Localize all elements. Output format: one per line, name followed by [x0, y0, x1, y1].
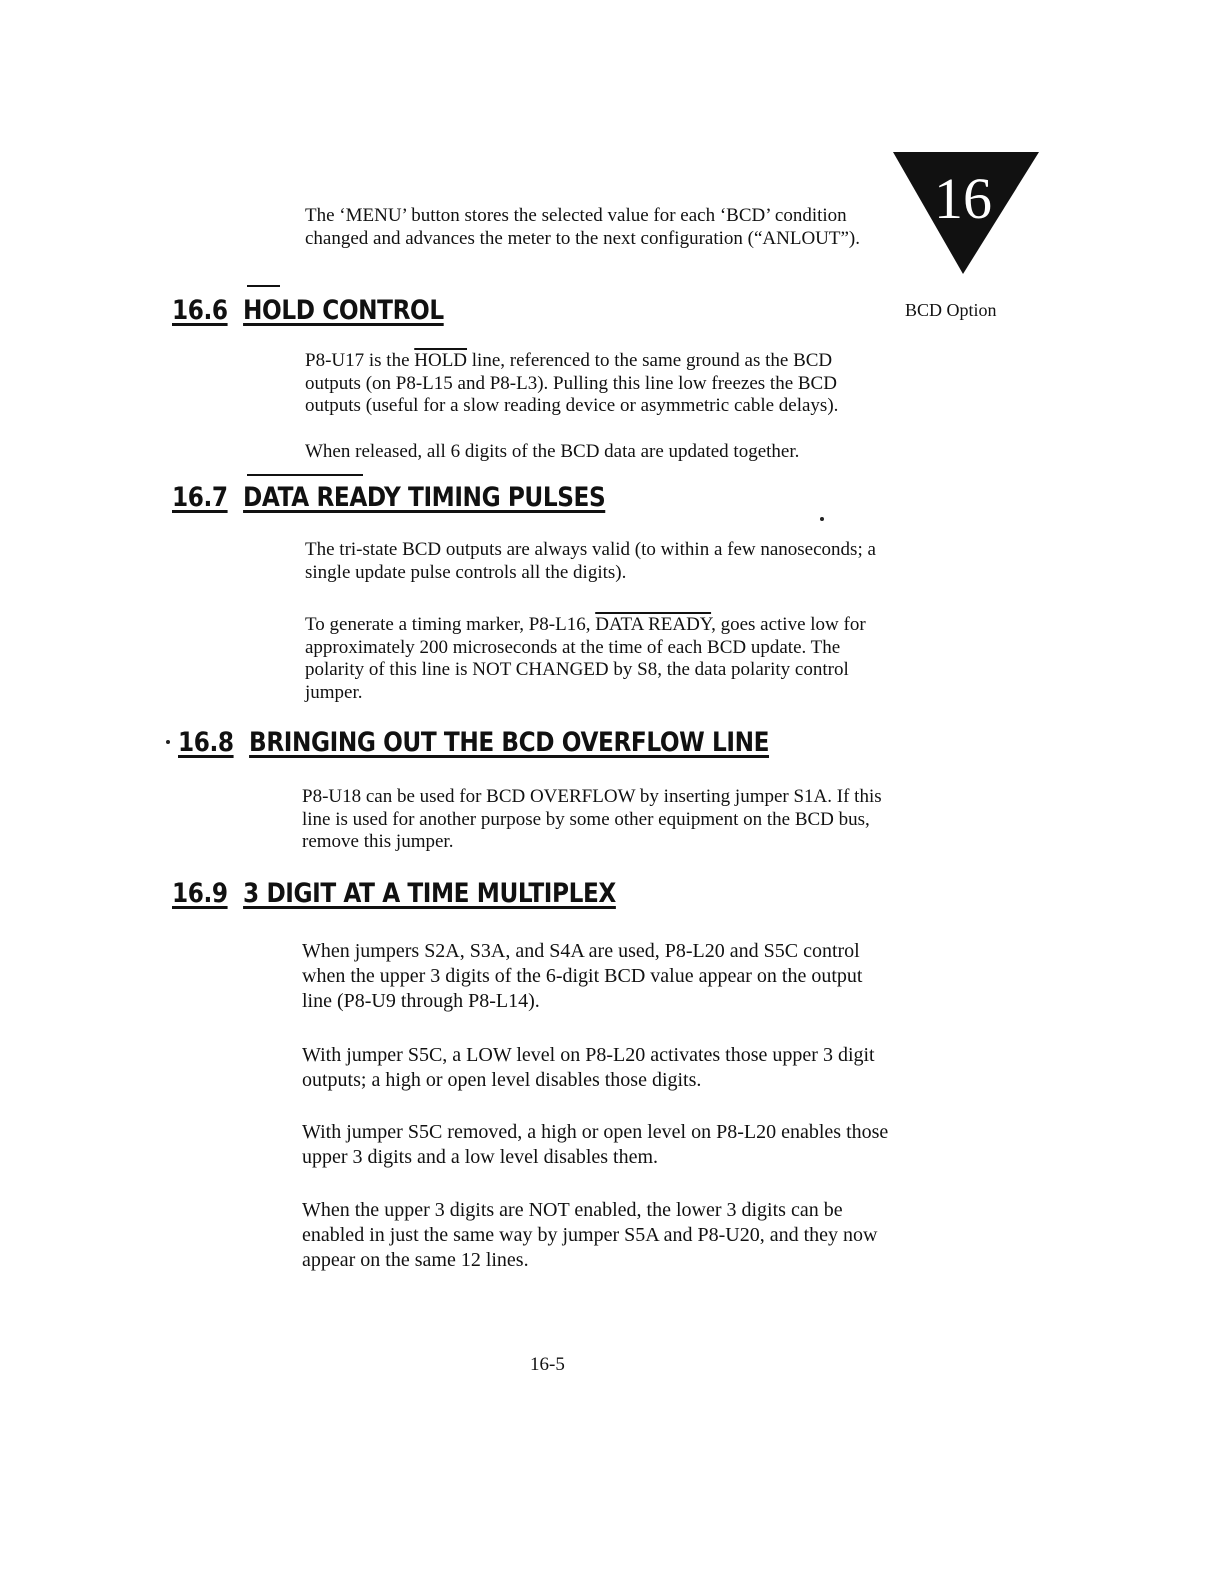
heading-16-8	[178, 727, 769, 758]
section-number: 16.8	[178, 727, 234, 758]
paragraph	[305, 614, 885, 704]
text-run: To generate a timing marker, P8-L16,	[305, 614, 596, 635]
paragraph: P8-U18 can be used for BCD OVERFLOW by inserting jumper S1A. If this line is used for another purpose by some other equipment on the BCD bus, remove this jumper.	[302, 786, 882, 852]
heading-16-7	[172, 482, 605, 513]
heading-16-6	[172, 295, 444, 326]
chapter-label: BCD Option	[905, 300, 997, 320]
paragraph: When released, all 6 digits of the BCD data are updated together.	[305, 441, 800, 462]
chapter-number: 16	[934, 166, 992, 231]
paragraph: With jumper S5C, a LOW level on P8-L20 activates those upper 3 digit outputs; a high or open level disables those digits.	[302, 1044, 875, 1091]
section-number: 16.6	[172, 295, 228, 326]
section-title: 3 DIGIT AT A TIME MULTIPLEX	[243, 878, 616, 909]
intro-paragraph: The ‘MENU’ button stores the selected value for each ‘BCD’ condition changed and advances the meter to the next configuration (“ANLOUT”).	[305, 205, 860, 249]
heading-rule	[247, 285, 280, 287]
paragraph: The tri-state BCD outputs are always valid (to within a few nanoseconds; a single update pulse controls all the digits).	[305, 539, 876, 583]
paragraph	[305, 350, 885, 418]
chapter-triangle-icon	[893, 152, 1039, 274]
section-title: BRINGING OUT THE BCD OVERFLOW LINE	[249, 727, 770, 758]
heading-rule	[247, 474, 363, 476]
page-number: 16-5	[530, 1354, 565, 1375]
heading-16-9	[172, 878, 616, 909]
section-number: 16.9	[172, 878, 228, 909]
scan-speck	[166, 740, 170, 744]
paragraph: With jumper S5C removed, a high or open level on P8-L20 enables those upper 3 digits and a low level disables them.	[302, 1121, 889, 1168]
scan-speck	[820, 517, 824, 521]
section-title: HOLD CONTROL	[243, 295, 444, 326]
section-number: 16.7	[172, 482, 228, 513]
text-run: P8-U17 is the	[305, 350, 415, 371]
overlined-signal: HOLD	[414, 350, 468, 371]
text-run: , goes active low for approximately 200 microseconds at the time of each BCD update. The polarity of this line is NOT CHANGED by S8, the data polarity control jumper.	[305, 614, 866, 703]
chapter-tab	[893, 152, 1039, 274]
overlined-signal: DATA READY	[595, 614, 712, 635]
paragraph: When jumpers S2A, S3A, and S4A are used, P8-L20 and S5C control when the upper 3 digits of the 6-digit BCD value appear on the output line (P8-U9 through P8-L14).	[302, 940, 863, 1012]
text-run: line, referenced to the same ground as the BCD outputs (on P8-L15 and P8-L3). Pulling this line low freezes the BCD outputs (useful for a slow reading device or asymmetric cable delays).	[305, 350, 839, 416]
paragraph: When the upper 3 digits are NOT enabled, the lower 3 digits can be enabled in just the same way by jumper S5A and P8-U20, and they now appear on the same 12 lines.	[302, 1199, 878, 1271]
section-title: DATA READY TIMING PULSES	[243, 482, 606, 513]
